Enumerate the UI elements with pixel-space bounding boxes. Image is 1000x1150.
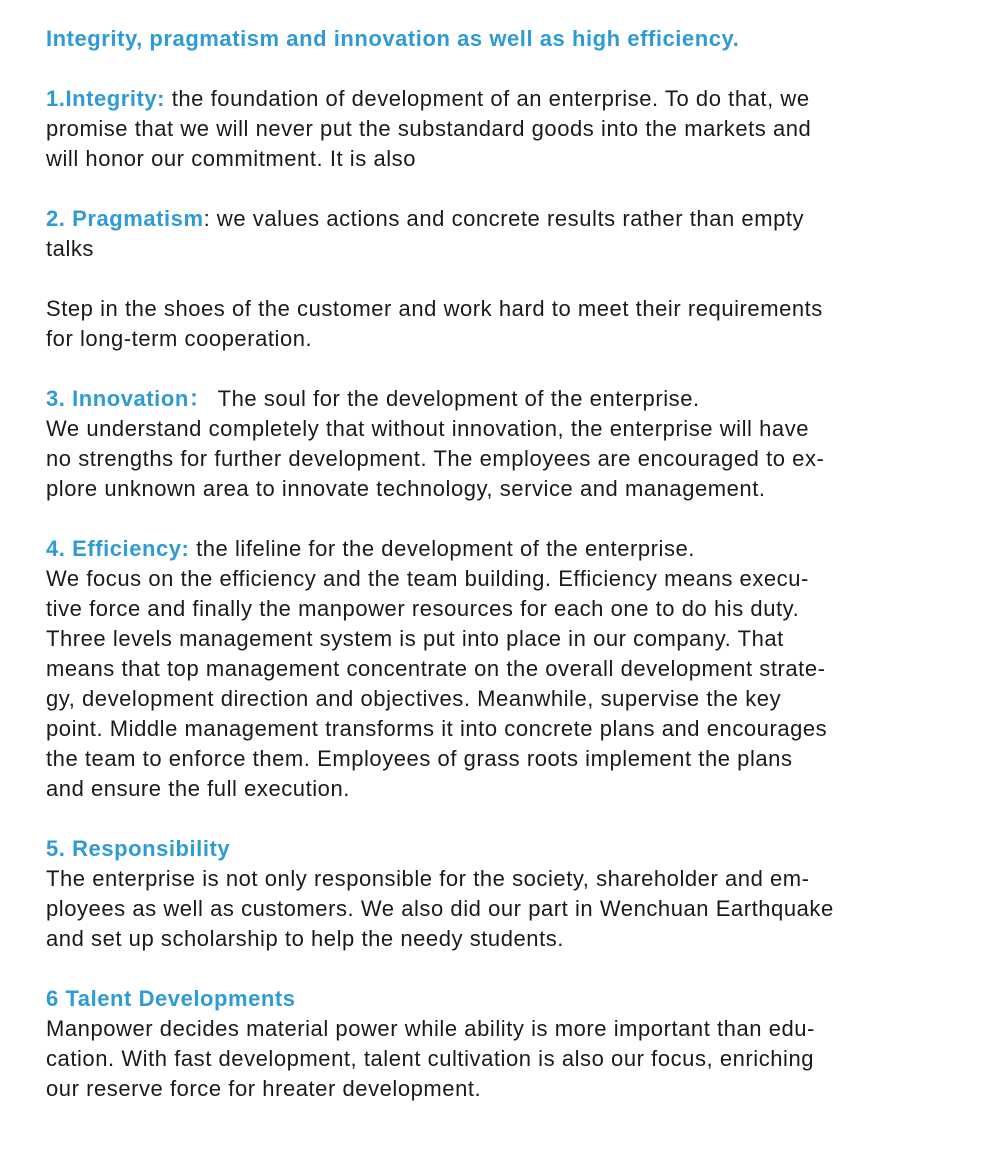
section-line: tive force and finally the manpower resources for each one to do his duty. <box>46 596 800 621</box>
section-line: Step in the shoes of the customer and work hard to meet their requirements <box>46 296 823 321</box>
section-title: 3. Innovation： <box>46 386 212 411</box>
section-pragmatism <box>46 204 960 264</box>
section-line: Three levels management system is put into place in our company. That <box>46 626 784 651</box>
section-customer <box>46 294 960 354</box>
section-line <box>46 84 960 114</box>
section-line: talks <box>46 236 94 261</box>
section-line: means that top management concentrate on the overall development strate- <box>46 656 826 681</box>
section-line: will honor our commitment. It is also <box>46 146 417 171</box>
section-title: 1.Integrity: <box>46 86 166 111</box>
section-line <box>46 384 960 414</box>
section-line: ployees as well as customers. We also did our part in Wenchuan Earthquake <box>46 896 834 921</box>
section-line: our reserve force for hreater development. <box>46 1076 482 1101</box>
section-line: and ensure the full execution. <box>46 776 350 801</box>
section-line: point. Middle management transforms it into concrete plans and encourages <box>46 716 828 741</box>
section-title: 4. Efficiency: <box>46 536 190 561</box>
section-line: We focus on the efficiency and the team building. Efficiency means execu- <box>46 566 809 591</box>
section-title: 2. Pragmatism <box>46 206 204 231</box>
section-text: The soul for the development of the enterprise. <box>211 386 700 411</box>
section-line: plore unknown area to innovate technology, service and management. <box>46 476 766 501</box>
section-line: no strengths for further development. The employees are encouraged to ex- <box>46 446 825 471</box>
section-integrity <box>46 84 960 174</box>
section-line <box>46 204 960 234</box>
section-text: the foundation of development of an enterprise. To do that, we <box>165 86 810 111</box>
section-line: We understand completely that without innovation, the enterprise will have <box>46 416 810 441</box>
page-headline: Integrity, pragmatism and innovation as well as high efficiency. <box>46 26 740 51</box>
section-title: 5. Responsibility <box>46 836 231 861</box>
section-line: promise that we will never put the substandard goods into the markets and <box>46 116 812 141</box>
section-line: The enterprise is not only responsible for the society, shareholder and em- <box>46 866 810 891</box>
section-line: for long-term cooperation. <box>46 326 313 351</box>
section-talent <box>46 984 960 1104</box>
section-line: and set up scholarship to help the needy students. <box>46 926 564 951</box>
section-line: cation. With fast development, talent cultivation is also our focus, enriching <box>46 1046 815 1071</box>
section-text: : we values actions and concrete results rather than empty <box>203 206 805 231</box>
section-title: 6 Talent Developments <box>46 986 296 1011</box>
section-efficiency <box>46 534 960 804</box>
section-text: the lifeline for the development of the enterprise. <box>189 536 695 561</box>
section-innovation <box>46 384 960 504</box>
section-line: gy, development direction and objectives. Meanwhile, supervise the key <box>46 686 782 711</box>
section-responsibility <box>46 834 960 954</box>
section-line: Manpower decides material power while ability is more important than edu- <box>46 1016 815 1041</box>
section-line <box>46 534 960 564</box>
section-line: the team to enforce them. Employees of grass roots implement the plans <box>46 746 793 771</box>
